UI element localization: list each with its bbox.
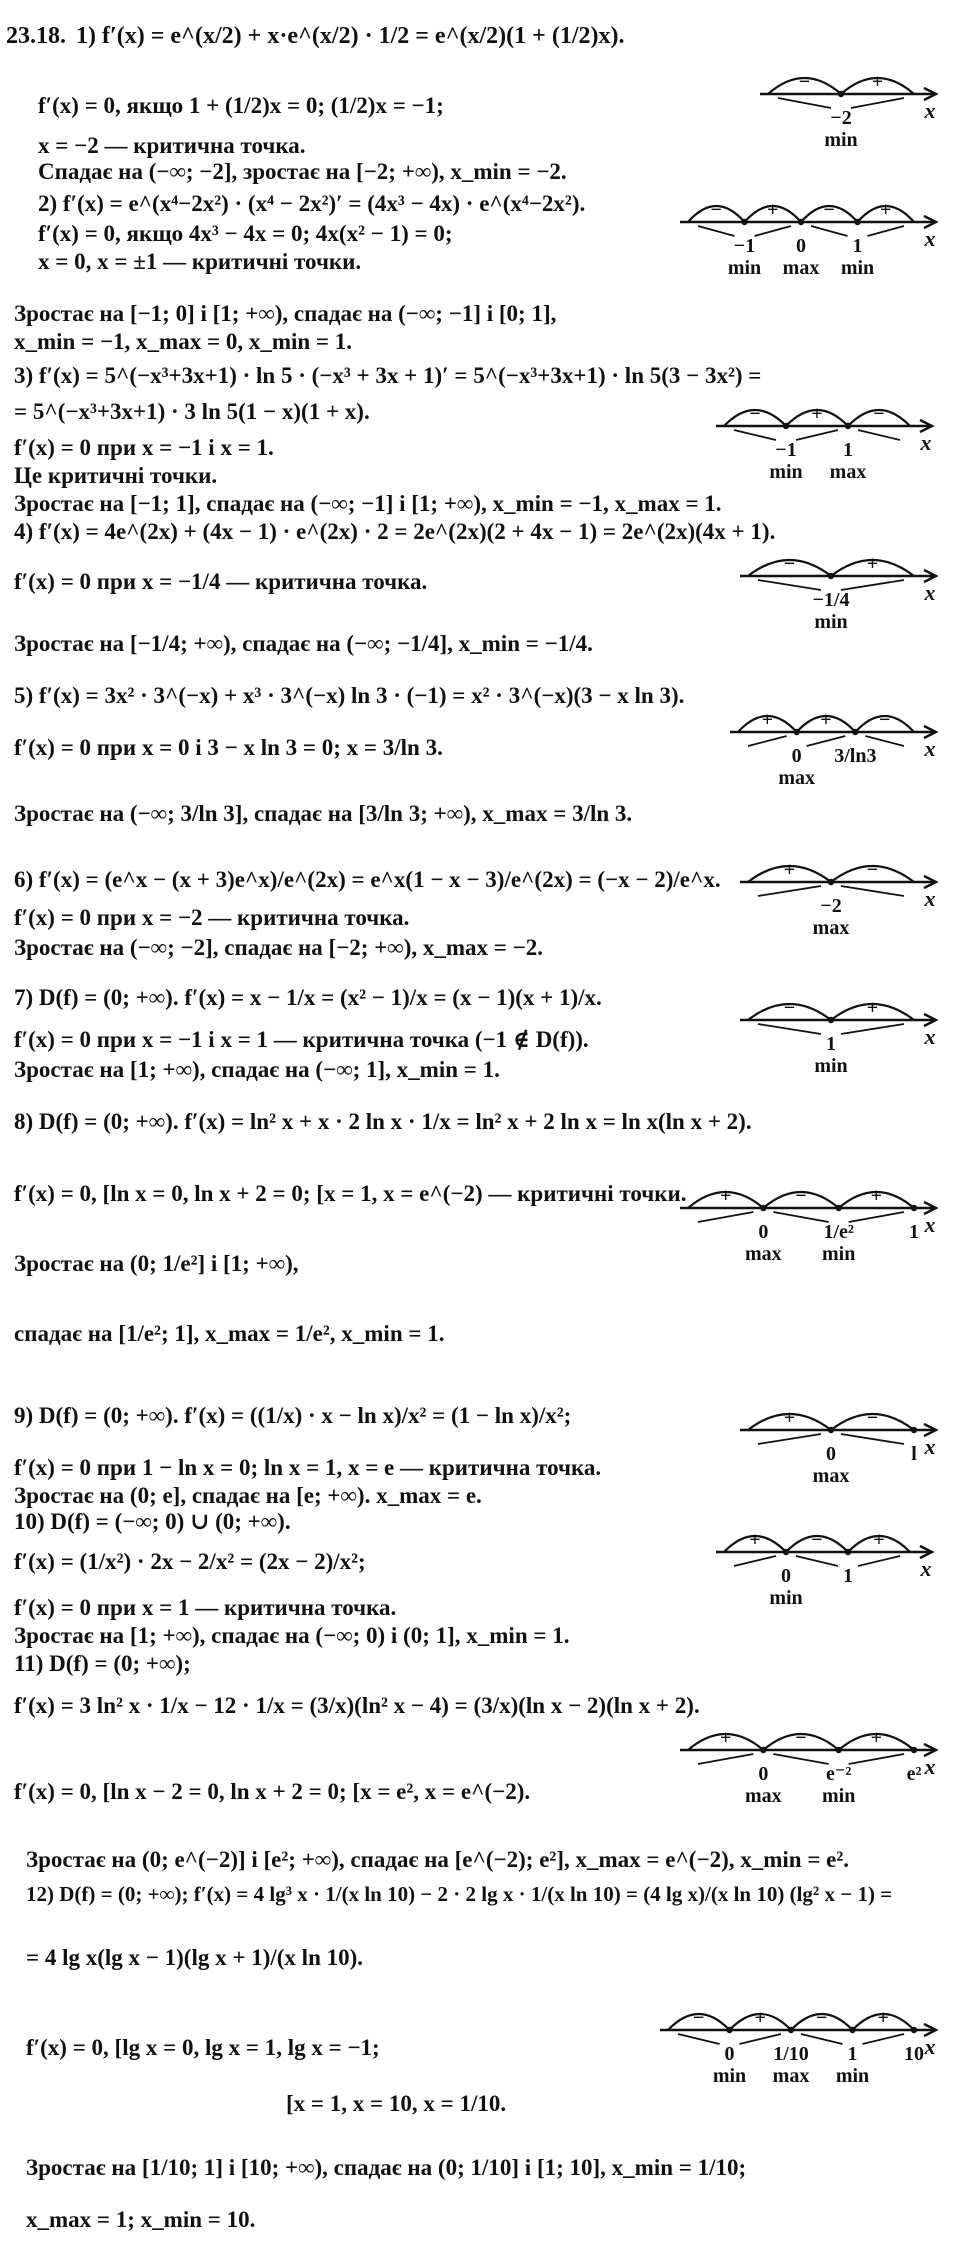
sign-label: + [719, 1185, 732, 1207]
solution-line: f′(x) = 0 при x = 1 — критична точка. [14, 1595, 397, 1620]
sign-label: − [823, 199, 835, 221]
point-label: 0 [791, 745, 802, 767]
sign-diagram [740, 852, 940, 939]
critical-point [845, 1549, 851, 1555]
solution-line: x = 0, x = ±1 — критичні точки. [38, 249, 362, 274]
sign-diagram [760, 64, 940, 151]
trend-arrow [811, 226, 848, 236]
critical-point [726, 2027, 732, 2033]
axis-label: x [924, 226, 936, 251]
trend-arrow [868, 226, 905, 236]
sign-diagram [680, 1720, 940, 1807]
point-label: 0 [758, 1763, 769, 1785]
trend-arrow [748, 736, 787, 746]
extremum-caption: min [814, 611, 848, 633]
axis-label: x [924, 886, 936, 911]
extremum-caption: min [814, 1055, 848, 1077]
solution-line: = 5^(−x³+3x+1) · 3 ln 5(1 − x)(1 + x). [14, 399, 370, 424]
sign-label: − [693, 2007, 705, 2029]
point-label: 1 [826, 1033, 836, 1055]
axis-label: x [924, 98, 936, 123]
solution-line: 9) D(f) = (0; +∞). f′(x) = ((1/x) · x − ln x)/x² = (1 − ln x)/x²; [14, 1403, 572, 1428]
solution-line: 10) D(f) = (−∞; 0) ∪ (0; +∞). [14, 1509, 291, 1534]
trend-arrow [796, 430, 838, 440]
solution-line: f′(x) = 0, [lg x = 0, lg x = 1, lg x = −1; [26, 2035, 380, 2060]
extremum-caption: max [829, 461, 867, 483]
critical-point [783, 423, 789, 429]
sign-label: + [870, 1185, 883, 1207]
sign-diagram [740, 1400, 940, 1487]
trend-arrow [758, 886, 821, 896]
sign-diagram [716, 396, 936, 483]
sign-label: + [866, 553, 879, 575]
critical-point [741, 219, 747, 225]
sign-label: + [783, 859, 796, 881]
sign-label: + [754, 2007, 766, 2029]
critical-point [828, 573, 834, 579]
axis-label: x [924, 580, 936, 605]
trend-arrow [734, 430, 776, 440]
sign-label: − [749, 403, 761, 425]
solution-line: f′(x) = 0, якщо 4x³ − 4x = 0; 4x(x² − 1) = 0; [38, 221, 453, 246]
critical-point [828, 1017, 834, 1023]
critical-point [828, 1427, 834, 1433]
trend-arrow [698, 226, 735, 236]
sign-label: − [798, 71, 811, 93]
critical-point [835, 1747, 841, 1753]
solution-line: f′(x) = 0 при x = 0 і 3 − x ln 3 = 0; x = 3/ln 3. [14, 735, 443, 760]
sign-diagram [680, 1178, 940, 1265]
critical-point [854, 219, 860, 225]
extremum-caption: max [744, 1785, 782, 1807]
sign-label: + [719, 1727, 732, 1749]
critical-point [911, 1427, 917, 1433]
solution-line: f′(x) = 0 при x = −1 і x = 1. [14, 435, 274, 460]
critical-point [838, 91, 844, 97]
axis-label: x [924, 736, 936, 761]
solution-line: 12) D(f) = (0; +∞); f′(x) = 4 lg³ x · 1/(x ln 10) − 2 · 2 lg x · 1/(x ln 10) = (4 lg x)/(x ln 10) (lg² x − 1) = [26, 1882, 893, 1906]
critical-point [911, 1747, 917, 1753]
extremum-caption: min [840, 257, 875, 279]
sign-label: − [878, 709, 891, 731]
sign-label: + [870, 1727, 883, 1749]
critical-point [760, 1747, 766, 1753]
sign-label: + [811, 403, 823, 425]
extremum-caption: max [744, 1243, 782, 1265]
sign-label: + [877, 2007, 889, 2029]
point-label: 1 [909, 1221, 919, 1243]
solution-line: Зростає на (0; e], спадає на [e; +∞). x_max = e. [14, 1483, 482, 1508]
point-label: 1 [843, 439, 853, 461]
solution-line: f′(x) = 0, [ln x = 0, ln x + 2 = 0; [x = 1, x = e^(−2) — критичні точки. [14, 1181, 687, 1206]
point-label: 3/ln3 [834, 745, 877, 767]
sign-label: + [866, 997, 879, 1019]
critical-point [849, 2027, 855, 2033]
point-label: 1/10 [773, 2043, 809, 2065]
sign-label: + [749, 1529, 761, 1551]
point-label: 1 [843, 1565, 853, 1587]
solution-line: спадає на [1/e²; 1], x_max = 1/e², x_min = 1. [14, 1321, 445, 1346]
sign-label: + [820, 709, 832, 731]
point-label: l [911, 1443, 917, 1465]
solution-line: 1) f′(x) = e^(x/2) + x·e^(x/2) · 1/2 = e^(x/2)(1 + (1/2)x). [76, 23, 625, 49]
extremum-caption: max [812, 917, 850, 939]
trend-arrow [849, 1754, 904, 1764]
trend-arrow [858, 430, 900, 440]
solution-line: Зростає на [1; +∞), спадає на (−∞; 1], x_min = 1. [14, 1057, 500, 1082]
sign-label: + [880, 199, 892, 221]
solution-line: Зростає на (0; 1/e²] і [1; +∞), [14, 1251, 299, 1276]
point-label: 0 [796, 235, 806, 257]
solution-line: Зростає на [−1; 1], спадає на (−∞; −1] і [1; +∞), x_min = −1, x_max = 1. [14, 491, 722, 516]
extremum-caption: min [727, 257, 762, 279]
trend-arrow [734, 1556, 776, 1566]
sign-diagram [740, 990, 940, 1077]
point-label: 1 [847, 2043, 858, 2065]
sign-label: − [866, 1407, 879, 1429]
point-label: e² [906, 1763, 922, 1785]
extremum-caption: max [772, 2065, 810, 2087]
extremum-caption: min [712, 2065, 747, 2087]
critical-point [845, 423, 851, 429]
critical-point [798, 219, 804, 225]
solution-line: 6) f′(x) = (e^x − (x + 3)e^x)/e^(2x) = e^x(1 − x − 3)/e^(2x) = (−x − 2)/e^x. [14, 867, 721, 892]
solution-line: f′(x) = 0 при x = −1/4 — критична точка. [14, 569, 428, 594]
solution-line: f′(x) = 0 при x = −2 — критична точка. [14, 905, 410, 930]
solution-line: 7) D(f) = (0; +∞). f′(x) = x − 1/x = (x² − 1)/x = (x − 1)(x + 1)/x. [14, 985, 602, 1010]
sign-label: + [761, 709, 774, 731]
sign-diagram [716, 1522, 936, 1609]
critical-point [828, 879, 834, 885]
point-label: −1/4 [812, 589, 850, 611]
solution-line: Зростає на (0; e^(−2)] і [e²; +∞), спадає на [e^(−2); e²], x_max = e^(−2), x_min = e². [26, 1847, 850, 1872]
trend-arrow [758, 1024, 821, 1034]
sign-label: + [871, 71, 884, 93]
solution-line: 2) f′(x) = e^(x⁴−2x²) · (x⁴ − 2x²)′ = (4x³ − 4x) · e^(x⁴−2x²). [38, 191, 586, 216]
point-label: −2 [830, 107, 852, 129]
point-label: 10 [904, 2043, 924, 2065]
axis-label: x [924, 2034, 936, 2059]
point-label: e⁻² [825, 1763, 852, 1785]
critical-point [835, 1205, 841, 1211]
trend-arrow [849, 1212, 904, 1222]
solution-line: f′(x) = 0, якщо 1 + (1/2)x = 0; (1/2)x = −1; [38, 93, 444, 118]
axis-label: x [920, 1556, 932, 1581]
sign-label: + [873, 1529, 885, 1551]
sign-label: − [710, 199, 722, 221]
trend-arrow [796, 1556, 838, 1566]
sign-label: + [783, 1407, 796, 1429]
trend-arrow [841, 886, 904, 896]
trend-arrow [841, 1024, 904, 1034]
extremum-caption: min [824, 129, 858, 151]
trend-arrow [858, 1556, 900, 1566]
critical-point [911, 2027, 917, 2033]
solution-line: Зростає на [−1/4; +∞), спадає на (−∞; −1/4], x_min = −1/4. [14, 631, 593, 656]
axis-label: x [924, 1024, 936, 1049]
extremum-caption: min [835, 2065, 870, 2087]
trend-arrow [678, 2034, 720, 2044]
trend-arrow [773, 1212, 828, 1222]
point-label: 0 [724, 2043, 735, 2065]
solution-line: = 4 lg x(lg x − 1)(lg x + 1)/(x ln 10). [26, 1945, 364, 1970]
sign-diagram [740, 546, 940, 633]
extremum-caption: max [778, 767, 816, 789]
point-label: 1 [852, 235, 863, 257]
critical-point [783, 1549, 789, 1555]
axis-label: x [924, 1754, 936, 1779]
extremum-caption: min [821, 1243, 856, 1265]
trend-arrow [863, 2034, 905, 2044]
sign-label: − [783, 997, 796, 1019]
trend-arrow [698, 1212, 753, 1222]
sign-label: − [795, 1185, 807, 1207]
extremum-caption: min [769, 461, 803, 483]
sign-diagram [660, 2000, 940, 2087]
sign-label: − [816, 2007, 828, 2029]
critical-point [852, 729, 858, 735]
solution-line: f′(x) = 0, [ln x − 2 = 0, ln x + 2 = 0; [x = e², x = e^(−2). [14, 1779, 531, 1804]
trend-arrow [851, 98, 904, 108]
point-label: −1 [733, 235, 756, 257]
trend-arrow [698, 1754, 753, 1764]
solution-line: Зростає на [1/10; 1] і [10; +∞), спадає на (0; 1/10] і [1; 10], x_min = 1/10; [26, 2155, 747, 2180]
sign-label: − [795, 1727, 807, 1749]
trend-arrow [758, 1434, 821, 1444]
trend-arrow [778, 98, 831, 108]
solution-line: x_min = −1, x_max = 0, x_min = 1. [14, 329, 353, 354]
solution-line: 23.18. [6, 23, 66, 49]
solution-line: f′(x) = 0 при 1 − ln x = 0; ln x = 1, x = e — критична точка. [14, 1455, 602, 1480]
solution-line: 11) D(f) = (0; +∞); [14, 1651, 191, 1676]
sign-diagram [730, 702, 940, 789]
solution-line: x_max = 1; x_min = 10. [26, 2207, 256, 2232]
point-label: −1 [775, 439, 797, 461]
critical-point [788, 2027, 794, 2033]
critical-point [760, 1205, 766, 1211]
point-label: 0 [826, 1443, 836, 1465]
extremum-caption: max [812, 1465, 850, 1487]
point-label: 1/e² [823, 1221, 854, 1243]
solution-line: f′(x) = 0 при x = −1 і x = 1 — критична точка (−1 ∉ D(f)). [14, 1027, 589, 1052]
trend-arrow [841, 580, 904, 590]
critical-point [911, 1205, 917, 1211]
solution-line: 8) D(f) = (0; +∞). f′(x) = ln² x + x · 2 ln x · 1/x = ln² x + 2 ln x = ln x(ln x + 2). [14, 1109, 752, 1134]
solution-line: 3) f′(x) = 5^(−x³+3x+1) · ln 5 · (−x³ + 3x + 1)′ = 5^(−x³+3x+1) · ln 5(3 − 3x²) = [14, 363, 762, 388]
solution-line: Зростає на (−∞; 3/ln 3], спадає на [3/ln 3; +∞), x_max = 3/ln 3. [14, 801, 633, 826]
extremum-caption: min [821, 1785, 856, 1807]
solution-line: f′(x) = 3 ln² x · 1/x − 12 · 1/x = (3/x)(ln² x − 4) = (3/x)(ln x − 2)(ln x + 2). [14, 1693, 700, 1718]
solution-line: 4) f′(x) = 4e^(2x) + (4x − 1) · e^(2x) · 2 = 2e^(2x)(2 + 4x − 1) = 2e^(2x)(4x + 1). [14, 519, 776, 544]
sign-label: + [767, 199, 779, 221]
solution-line: Зростає на [1; +∞), спадає на (−∞; 0) і (0; 1], x_min = 1. [14, 1623, 570, 1648]
sign-label: − [783, 553, 796, 575]
axis-label: x [920, 430, 932, 455]
solution-line: [x = 1, x = 10, x = 1/10. [286, 2091, 507, 2116]
sign-label: − [811, 1529, 823, 1551]
solution-line: Це критичні точки. [14, 463, 218, 488]
point-label: 0 [758, 1221, 769, 1243]
sign-diagram [680, 192, 940, 279]
solution-line: Зростає на (−∞; −2], спадає на [−2; +∞), x_max = −2. [14, 935, 543, 960]
point-label: 0 [781, 1565, 791, 1587]
axis-label: x [924, 1434, 936, 1459]
sign-label: − [873, 403, 885, 425]
solution-line: 5) f′(x) = 3x² · 3^(−x) + x³ · 3^(−x) ln 3 · (−1) = x² · 3^(−x)(3 − x ln 3). [14, 683, 685, 708]
solution-line: x = −2 — критична точка. [38, 133, 306, 158]
trend-arrow [773, 1754, 828, 1764]
sign-label: − [866, 859, 879, 881]
extremum-caption: max [782, 257, 820, 279]
axis-label: x [924, 1212, 936, 1237]
trend-arrow [841, 1434, 904, 1444]
critical-point [793, 729, 799, 735]
point-label: −2 [820, 895, 842, 917]
solution-line: f′(x) = (1/x²) · 2x − 2/x² = (2x − 2)/x²; [14, 1549, 366, 1574]
solution-line: Спадає на (−∞; −2], зростає на [−2; +∞), x_min = −2. [38, 159, 567, 184]
trend-arrow [755, 226, 792, 236]
extremum-caption: min [769, 1587, 803, 1609]
solution-line: Зростає на [−1; 0] і [1; +∞), спадає на (−∞; −1] і [0; 1], [14, 301, 557, 326]
